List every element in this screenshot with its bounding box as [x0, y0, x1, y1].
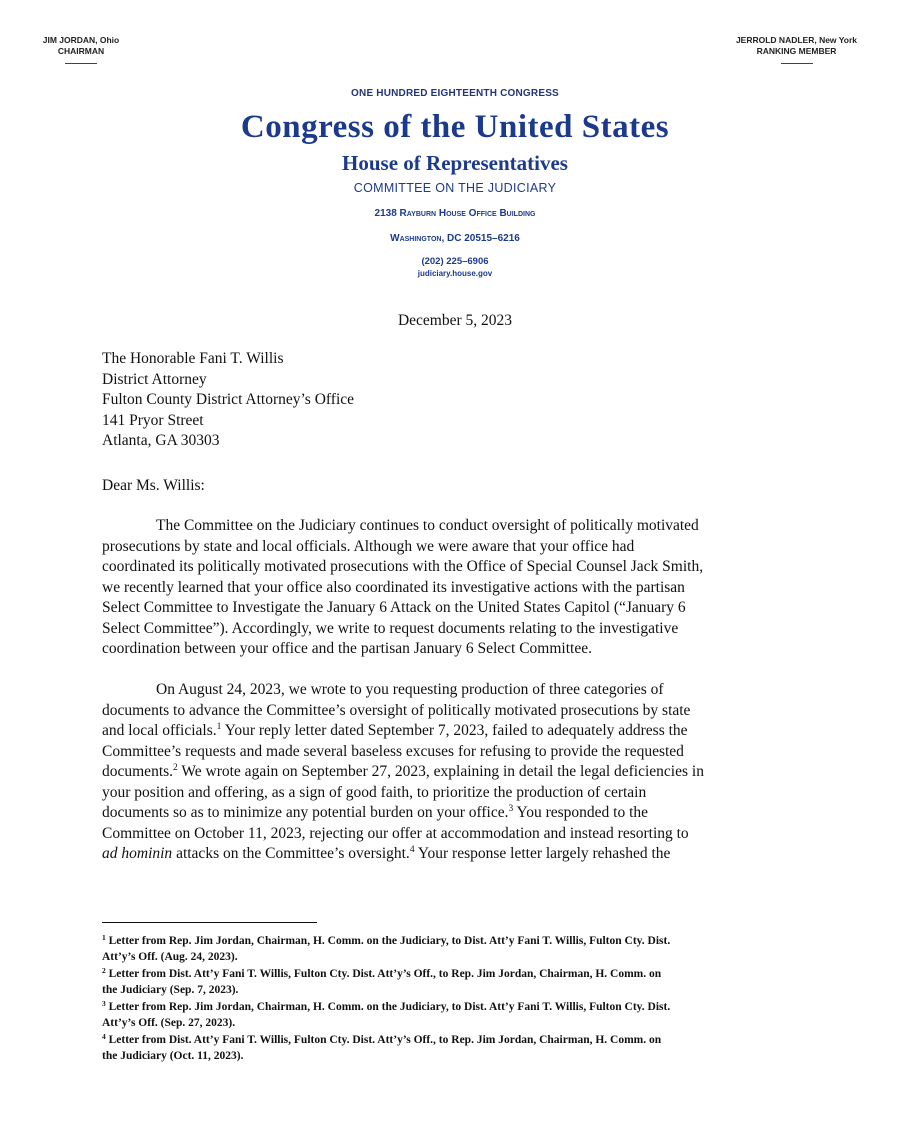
footnote-2 [102, 966, 812, 998]
footnote-number: 1 [102, 933, 106, 942]
paragraph-line: Committee on October 11, 2023, rejecting our offer at accommodation and instead resorting to [102, 824, 689, 842]
footnote-1 [102, 933, 812, 965]
congress-number: ONE HUNDRED EIGHTEENTH CONGRESS [351, 88, 559, 99]
recipient-name: The Honorable Fani T. Willis [102, 350, 284, 367]
office-building: 2138 Rayburn House Office Building [374, 208, 536, 219]
paragraph-line: documents to advance the Committee’s oversight of politically motivated prosecutions by state [102, 701, 691, 719]
footnote-text: Att’y’s Off. (Aug. 24, 2023). [102, 951, 238, 963]
paragraph-line: prosecutions by state and local officials. Although we were aware that your office had [102, 537, 635, 555]
website: judiciary.house.gov [417, 269, 493, 278]
footnote-ref[interactable]: 2 [173, 763, 178, 773]
body-paragraph-2 [102, 680, 812, 865]
footnote-divider [102, 922, 317, 923]
paragraph-line: Select Committee to Investigate the January 6 Attack on the United States Capitol (“January 6 [102, 599, 686, 616]
chairman-rule [65, 63, 97, 64]
footnote-4 [102, 1032, 812, 1064]
paragraph-line: we recently learned that your office also coordinated its investigative actions with the partisan [102, 578, 685, 596]
ranking-member-name: JERROLD NADLER, New York [735, 35, 858, 45]
footnote-text: the Judiciary (Sep. 7, 2023). [102, 984, 239, 996]
recipient-office: Fulton County District Attorney’s Office [102, 391, 355, 408]
paragraph-line: coordinated its politically motivated prosecutions with the Office of Special Counsel Jack Smith, [102, 558, 704, 575]
footnote-number: 4 [102, 1032, 106, 1041]
ranking-member-title: RANKING MEMBER [756, 46, 837, 56]
paragraph-line: Committee’s requests and made several baseless excuses for refusing to provide the requested [102, 742, 684, 760]
footnote-ref[interactable]: 3 [508, 804, 514, 814]
footnote-text: Letter from Rep. Jim Jordan, Chairman, H. Comm. on the Judiciary, to Dist. Att’y Fani T. Willis, Fulton Cty. Dist. [108, 1001, 671, 1013]
recipient-title: District Attorney [102, 370, 207, 388]
paragraph-line: coordination between your office and the partisan January 6 Select Committee. [102, 640, 592, 657]
paragraph-line: On August 24, 2023, we wrote to you requesting production of three categories of [156, 681, 664, 698]
office-city: Washington, DC 20515–6216 [390, 233, 520, 244]
footnote-3 [102, 999, 812, 1031]
letter-date: December 5, 2023 [397, 312, 513, 329]
footnote-ref[interactable]: 4 [409, 845, 415, 855]
phone-number: (202) 225–6906 [421, 256, 489, 267]
paragraph-line: Select Committee”). Accordingly, we write to request documents relating to the investigative [102, 619, 679, 637]
recipient-city: Atlanta, GA 30303 [102, 432, 220, 449]
chairman-block [36, 35, 126, 64]
footnote-number: 2 [102, 966, 106, 975]
congress-title: Congress of the United States [240, 109, 670, 145]
footnote-text: Letter from Dist. Att’y Fani T. Willis, Fulton Cty. Dist. Att’y’s Off., to Rep. Jim Jordan, Chairman, H. Comm. on [108, 1034, 662, 1046]
ranking-member-block [729, 35, 864, 64]
house-title: House of Representatives [342, 151, 568, 175]
paragraph-line: documents so as to minimize any potential burden on your office.$^3$ You responded to the [102, 804, 649, 821]
paragraph-line: The Committee on the Judiciary continues to conduct oversight of politically motivated [156, 517, 699, 534]
recipient-street: 141 Pryor Street [102, 411, 204, 429]
paragraph-line: your position and offering, as a sign of good faith, to prioritize the production of certain [102, 783, 647, 801]
footnotes [102, 933, 812, 1065]
footnote-text: Letter from Rep. Jim Jordan, Chairman, H. Comm. on the Judiciary, to Dist. Att’y Fani T. Willis, Fulton Cty. Dist. [108, 935, 671, 947]
paragraph-line: documents.$^2$ We wrote again on September 27, 2023, explaining in detail the legal deficiencies in [102, 763, 704, 780]
footnote-text: Att’y’s Off. (Sep. 27, 2023). [102, 1017, 236, 1029]
footnote-text: the Judiciary (Oct. 11, 2023). [102, 1050, 244, 1062]
ranking-member-rule [781, 63, 813, 64]
committee-name: COMMITTEE ON THE JUDICIARY [353, 181, 557, 195]
chairman-name: JIM JORDAN, Ohio [42, 35, 120, 45]
italic-term: ad hominin [102, 845, 173, 862]
paragraph-line: ad hominin attacks on the Committee’s oversight.$^4$ Your response letter largely rehashed the [102, 845, 671, 862]
footnote-text: Letter from Dist. Att’y Fani T. Willis, Fulton Cty. Dist. Att’y’s Off., to Rep. Jim Jordan, Chairman, H. Comm. on [108, 968, 662, 980]
paragraph-line: and local officials.$^1$ Your reply letter dated September 7, 2023, failed to adequately address the [102, 722, 688, 739]
recipient-address [102, 349, 354, 452]
chairman-title: CHAIRMAN [57, 46, 105, 56]
body-paragraph-1 [102, 516, 812, 660]
footnote-number: 3 [102, 999, 106, 1008]
salutation: Dear Ms. Willis: [102, 477, 205, 494]
footnote-ref[interactable]: 1 [216, 722, 222, 732]
